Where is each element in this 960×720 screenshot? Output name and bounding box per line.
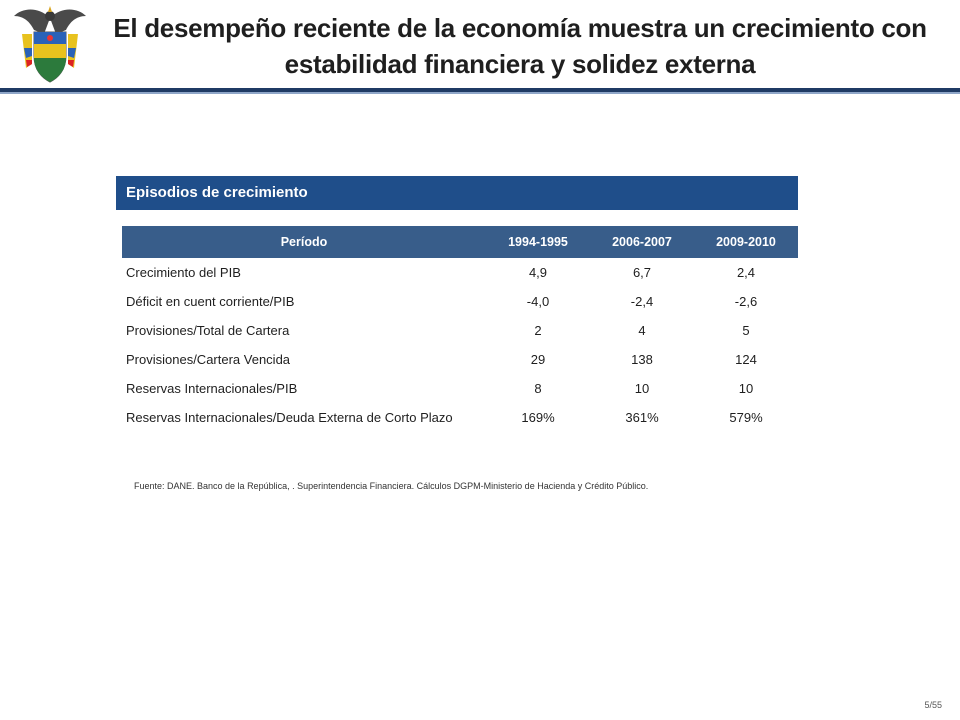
cell-value: -2,4 xyxy=(630,294,654,309)
growth-episodes-table xyxy=(122,226,798,432)
cell-value: 8 xyxy=(534,381,542,396)
cell-value: -4,0 xyxy=(526,294,550,309)
row-label: Provisiones/Cartera Vencida xyxy=(126,352,291,367)
column-header-2009-2010: 2009-2010 xyxy=(694,226,798,258)
table-row xyxy=(122,258,798,287)
cell-value: 4 xyxy=(638,323,646,338)
cell-value: 6,7 xyxy=(632,265,652,280)
table-row xyxy=(122,316,798,345)
cell-value: 2 xyxy=(534,323,542,338)
cell-value: 361% xyxy=(625,410,659,425)
section-heading: Episodios de crecimiento xyxy=(116,176,798,210)
table-row xyxy=(122,403,798,432)
cell-value: 10 xyxy=(738,381,754,396)
table-row xyxy=(122,345,798,374)
cell-value: 169% xyxy=(521,410,555,425)
row-label: Provisiones/Total de Cartera xyxy=(126,323,290,338)
column-header-1994-1995: 1994-1995 xyxy=(486,226,590,258)
cell-value: 579% xyxy=(729,410,763,425)
row-label: Crecimiento del PIB xyxy=(126,265,241,280)
row-label: Déficit en cuent corriente/PIB xyxy=(126,294,295,309)
coat-of-arms-icon xyxy=(12,4,88,88)
cell-value: 29 xyxy=(530,352,546,367)
cell-value: -2,6 xyxy=(734,294,758,309)
title-divider-accent xyxy=(0,92,960,94)
column-header-2006-2007: 2006-2007 xyxy=(590,226,694,258)
page-title: El desempeño reciente de la economía muestra un crecimiento con estabilidad financiera y solidez externa xyxy=(113,13,927,79)
cell-value: 10 xyxy=(634,381,650,396)
table-header-row xyxy=(122,226,798,258)
cell-value: 2,4 xyxy=(736,265,756,280)
cell-value: 5 xyxy=(742,323,750,338)
row-label: Reservas Internacionales/PIB xyxy=(126,381,298,396)
cell-value: 124 xyxy=(735,352,757,367)
page-number: 5/55 xyxy=(924,700,942,710)
cell-value: 138 xyxy=(631,352,653,367)
table-row xyxy=(122,374,798,403)
column-header-period: Período xyxy=(122,226,486,258)
cell-value: 4,9 xyxy=(528,265,548,280)
table-row xyxy=(122,287,798,316)
row-label: Reservas Internacionales/Deuda Externa de Corto Plazo xyxy=(126,410,453,425)
source-note: Fuente: DANE. Banco de la República, . Superintendencia Financiera. Cálculos DGPM-Ministerio de Hacienda y Crédito Público. xyxy=(134,481,649,491)
